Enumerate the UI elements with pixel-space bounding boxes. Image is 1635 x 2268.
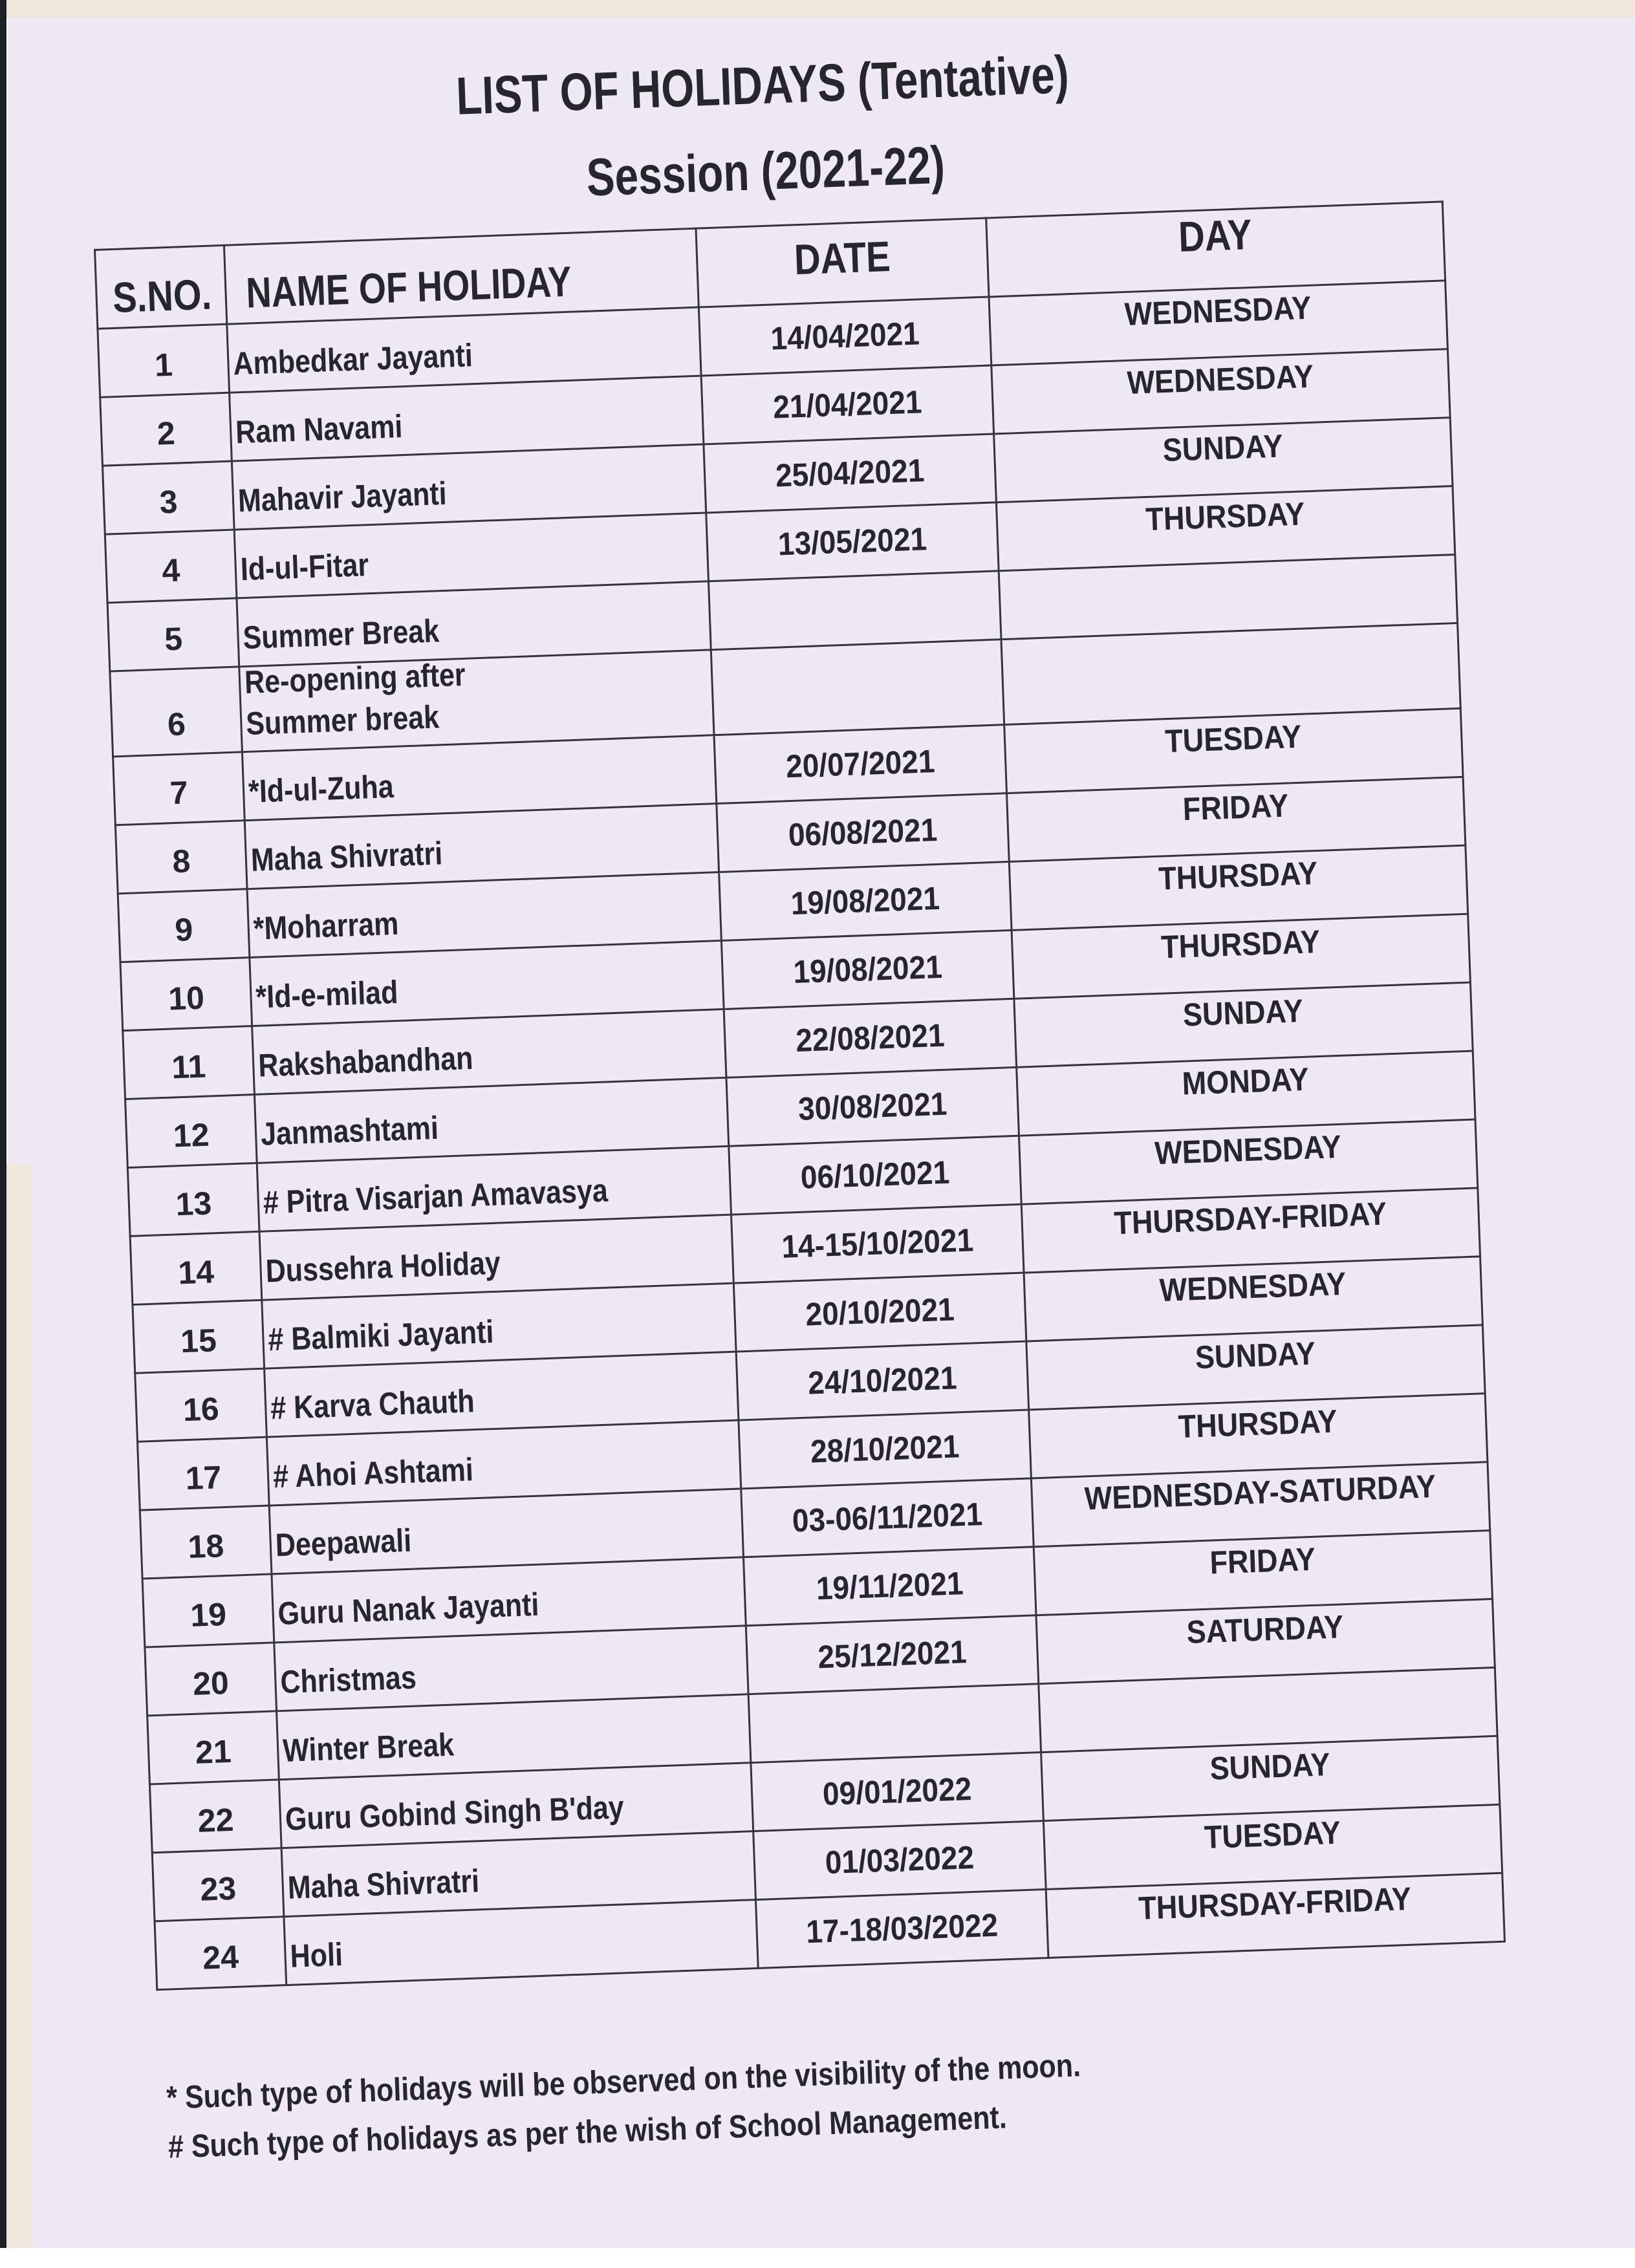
row-day-cell <box>1001 623 1460 724</box>
scanner-edge-shadow <box>0 0 6 2248</box>
row-date-cell <box>733 1273 1026 1352</box>
row-holiday-name: Maha Shivratri <box>287 1863 480 1906</box>
row-sno: 5 <box>164 620 184 658</box>
row-day: FRIDAY <box>1209 1540 1316 1581</box>
row-day: THURSDAY-FRIDAY <box>1113 1195 1387 1242</box>
row-day: SUNDAY <box>1182 992 1304 1033</box>
row-sno-cell <box>147 1711 279 1784</box>
row-date: 20/10/2021 <box>805 1291 955 1333</box>
row-date-cell <box>748 1684 1041 1763</box>
row-sno-cell <box>130 1231 262 1304</box>
row-holiday-name: *Id-e-milad <box>255 973 399 1015</box>
row-date: 17-18/03/2022 <box>805 1906 999 1950</box>
row-date: 25/04/2021 <box>775 452 926 494</box>
footnote-moon: * Such type of holidays will be observed on the visibility of the moon. <box>166 2047 1081 2116</box>
row-date: 03-06/11/2021 <box>791 1496 983 1539</box>
row-date-cell <box>698 297 991 376</box>
header-day-label: DAY <box>1177 210 1253 261</box>
row-date-cell <box>739 1410 1032 1489</box>
row-sno-cell <box>142 1574 274 1647</box>
row-sno: 11 <box>171 1048 207 1086</box>
row-holiday-name: Summer Break <box>242 612 440 656</box>
row-date <box>722 587 987 596</box>
row-date-cell <box>729 1136 1022 1215</box>
row-sno-cell <box>133 1300 265 1373</box>
row-sno-cell <box>135 1368 267 1442</box>
row-sno: 9 <box>174 911 194 949</box>
row-date <box>761 1700 1026 1709</box>
row-sno-cell <box>120 958 252 1031</box>
row-sno: 3 <box>158 483 179 521</box>
row-sno-cell <box>123 1026 255 1099</box>
row-sno: 19 <box>189 1596 227 1634</box>
row-sno: 1 <box>154 346 173 383</box>
row-sno: 10 <box>168 979 205 1017</box>
row-date-cell <box>704 434 997 513</box>
row-date-cell <box>708 571 1001 650</box>
row-sno-cell <box>100 393 232 466</box>
row-sno-cell <box>138 1437 270 1510</box>
row-holiday-name: # Balmiki Jayanti <box>267 1313 495 1358</box>
row-date: 09/01/2022 <box>822 1770 973 1813</box>
row-sno-cell <box>127 1163 259 1236</box>
row-day: WEDNESDAY <box>1126 358 1314 401</box>
row-sno-cell <box>115 821 247 894</box>
row-date: 13/05/2021 <box>777 521 927 563</box>
holiday-list-document <box>94 45 1506 2165</box>
row-sno: 16 <box>182 1390 220 1429</box>
row-date-cell <box>744 1547 1037 1626</box>
holiday-table <box>94 200 1506 1991</box>
row-date-cell <box>719 861 1012 940</box>
row-sno-cell <box>103 461 235 534</box>
row-date-cell <box>726 1067 1019 1146</box>
row-sno: 4 <box>161 552 181 589</box>
row-holiday-name: # Pitra Visarjan Amavasya <box>262 1172 609 1221</box>
scanner-left-strip <box>6 1164 32 2248</box>
row-day: WEDNESDAY <box>1123 289 1312 333</box>
scanner-top-band <box>6 0 1635 18</box>
row-holiday-name: Janmashtami <box>260 1109 439 1152</box>
row-day: WEDNESDAY-SATURDAY <box>1083 1468 1436 1517</box>
footnote-management: # Such type of holidays as per the wish of School Management. <box>168 2099 1008 2165</box>
row-date: 28/10/2021 <box>810 1428 960 1470</box>
row-holiday-name: *Moharram <box>252 905 400 947</box>
row-holiday-name: # Ahoi Ashtami <box>272 1451 474 1495</box>
row-sno-cell <box>152 1848 284 1921</box>
row-date: 20/07/2021 <box>785 743 936 785</box>
row-date: 30/08/2021 <box>797 1085 948 1127</box>
row-sno: 12 <box>172 1116 210 1154</box>
row-date-cell <box>753 1821 1046 1900</box>
row-date-cell <box>741 1478 1034 1557</box>
row-day: TUESDAY <box>1164 718 1303 760</box>
row-sno: 20 <box>192 1664 230 1702</box>
row-date-cell <box>755 1889 1048 1968</box>
row-sno: 22 <box>197 1801 235 1839</box>
row-holiday-name: Rakshabandhan <box>257 1039 474 1084</box>
row-sno-cell <box>125 1094 257 1167</box>
row-sno: 24 <box>202 1938 239 1976</box>
row-date: 21/04/2021 <box>772 383 923 426</box>
row-day: THURSDAY <box>1158 854 1319 897</box>
row-sno: 14 <box>177 1253 215 1291</box>
row-date-cell <box>751 1753 1044 1831</box>
row-date: 19/08/2021 <box>792 948 943 991</box>
row-sno: 8 <box>171 843 191 880</box>
row-holiday-name: Dussehra Holiday <box>265 1244 501 1290</box>
row-date: 14/04/2021 <box>770 315 920 357</box>
row-holiday-name: Maha Shivratri <box>250 835 444 878</box>
row-date-cell <box>724 999 1017 1077</box>
row-day: THURSDAY <box>1145 495 1306 538</box>
row-holiday-name: Guru Gobind Singh B'day <box>285 1789 625 1837</box>
row-day: THURSDAY <box>1160 923 1321 966</box>
row-sno-cell <box>149 1780 281 1853</box>
row-date: 06/08/2021 <box>787 811 938 854</box>
row-sno-cell <box>105 530 237 603</box>
row-day: SUNDAY <box>1209 1746 1331 1787</box>
row-holiday-name: Deepawali <box>274 1522 413 1564</box>
row-sno-cell <box>145 1643 277 1716</box>
row-sno: 18 <box>187 1528 225 1566</box>
row-sno: 13 <box>175 1185 213 1223</box>
row-sno-cell <box>118 889 250 962</box>
row-holiday-name: Holi <box>289 1936 343 1974</box>
row-date-cell <box>706 502 999 581</box>
row-sno-cell <box>155 1917 287 1990</box>
row-sno: 17 <box>184 1459 222 1497</box>
row-sno: 23 <box>199 1870 237 1908</box>
row-day: THURSDAY-FRIDAY <box>1138 1880 1412 1927</box>
row-sno: 6 <box>166 706 186 743</box>
row-holiday-name: Ambedkar Jayanti <box>232 337 473 382</box>
row-day: SUNDAY <box>1162 427 1284 469</box>
row-sno-cell <box>110 667 243 757</box>
row-holiday-name: Ram Navami <box>235 408 404 451</box>
row-date: 19/08/2021 <box>790 880 940 922</box>
row-date-cell <box>714 725 1007 804</box>
row-date-cell <box>731 1204 1024 1283</box>
row-sno: 7 <box>169 774 189 812</box>
row-date-cell <box>746 1615 1039 1694</box>
row-day: WEDNESDAY <box>1154 1128 1342 1172</box>
row-holiday-name: Winter Break <box>282 1726 455 1769</box>
row-holiday-name: Christmas <box>279 1659 417 1701</box>
row-day: WEDNESDAY <box>1158 1265 1347 1309</box>
holiday-table-body <box>98 281 1505 1990</box>
row-date: 19/11/2021 <box>815 1565 964 1607</box>
header-date-label: DATE <box>793 232 891 284</box>
row-holiday-name: *Id-ul-Zuha <box>248 768 395 810</box>
header-name-label: NAME OF HOLIDAY <box>245 257 572 317</box>
row-holiday-name: Id-ul-Fitar <box>239 546 369 588</box>
row-sno-cell <box>113 752 245 825</box>
row-sno-cell <box>107 598 239 671</box>
row-holiday-name: Re-opening after Summer break <box>244 656 466 742</box>
row-date-cell <box>711 640 1004 735</box>
row-date: 01/03/2022 <box>824 1839 975 1881</box>
row-date-cell <box>736 1341 1029 1420</box>
row-date: 06/10/2021 <box>799 1154 951 1196</box>
row-day: MONDAY <box>1181 1061 1310 1102</box>
row-day: SATURDAY <box>1186 1608 1345 1650</box>
row-name-cell <box>239 650 714 752</box>
row-date: 25/12/2021 <box>817 1634 968 1676</box>
row-date: 14-15/10/2021 <box>781 1222 975 1265</box>
row-date-cell <box>721 930 1014 1009</box>
row-date-cell <box>701 365 994 444</box>
row-date <box>724 655 989 665</box>
row-day: FRIDAY <box>1182 787 1290 828</box>
row-sno-cell <box>140 1506 272 1579</box>
row-sno-cell <box>98 324 230 397</box>
row-date: 24/10/2021 <box>807 1359 958 1401</box>
header-date <box>696 218 989 307</box>
row-date: 22/08/2021 <box>795 1017 946 1059</box>
row-holiday-name: Guru Nanak Jayanti <box>277 1586 540 1632</box>
row-day: SUNDAY <box>1194 1335 1316 1376</box>
row-holiday-name: Mahavir Jayanti <box>237 475 448 519</box>
header-sno <box>95 245 227 329</box>
row-holiday-name: # Karva Chauth <box>270 1383 475 1427</box>
row-sno: 21 <box>194 1733 232 1771</box>
row-sno: 15 <box>180 1322 217 1360</box>
row-day: THURSDAY <box>1177 1403 1338 1445</box>
row-day: TUESDAY <box>1204 1814 1341 1856</box>
document-title-text: LIST OF HOLIDAYS (Tentative) <box>455 45 1070 126</box>
header-sno-label: S.NO. <box>111 270 213 321</box>
row-date-cell <box>717 794 1010 872</box>
session-title-text: Session (2021-22) <box>585 135 946 208</box>
row-sno: 2 <box>156 415 176 452</box>
